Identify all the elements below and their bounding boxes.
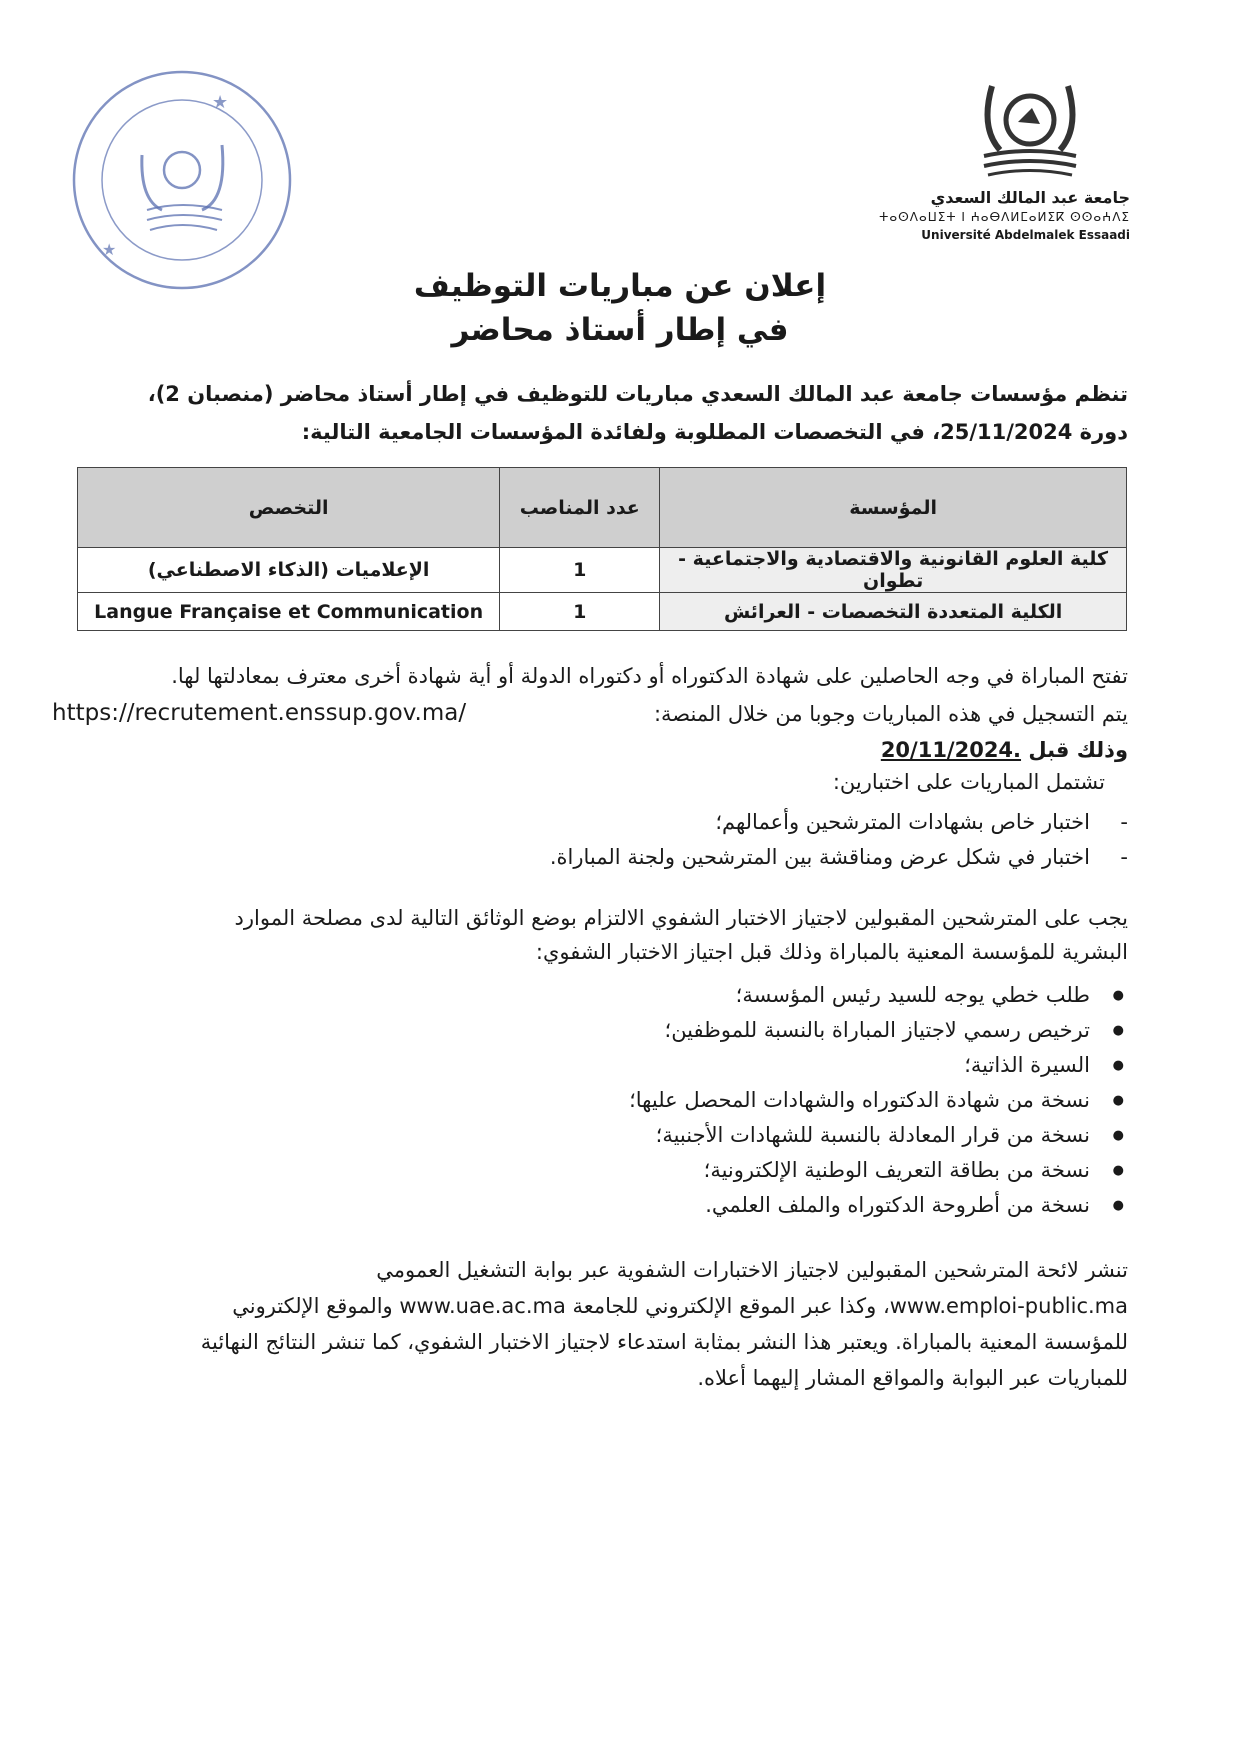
logo-arabic-name: جامعة عبد المالك السعدي	[930, 188, 1130, 207]
table-row	[78, 548, 1127, 593]
deadline-date: 20/11/2024.	[880, 738, 1022, 762]
exams-intro: تشتمل المباريات على اختبارين:	[832, 770, 1105, 794]
list-item: ● نسخة من أطروحة الدكتوراه والملف العلمي.	[629, 1188, 1128, 1223]
logo-tifinagh-name: ⵜⴰⵙⴷⴰⵡⵉⵜ ⵏ ⵄⴰⴱⴷⵍⵎⴰⵍⵉⴽ ⵙⵙⴰⵄⴷⵉ	[879, 210, 1130, 224]
list-item: - اختبار في شكل عرض ومناقشة بين المترشحين ولجنة المباراة.	[550, 840, 1128, 875]
row-institution: كلية العلوم القانونية والاقتصادية والاجتماعية - تطوان	[660, 548, 1127, 593]
documents-line-1: يجب على المترشحين المقبولين لاجتياز الاختبار الشفوي الالتزام بوضع الوثائق التالية لدى مصلحة الموارد	[234, 906, 1128, 930]
header-posts: عدد المناصب	[500, 468, 660, 548]
list-item: ● نسخة من قرار المعادلة بالنسبة للشهادات الأجنبية؛	[629, 1118, 1128, 1153]
list-item: ● السيرة الذاتية؛	[629, 1048, 1128, 1083]
header-institution: المؤسسة	[660, 468, 1127, 548]
results-line-1: تنشر لائحة المترشحين المقبولين لاجتياز الاختبارات الشفوية عبر بوابة التشغيل العمومي	[376, 1258, 1128, 1282]
page-subtitle: في إطار أستاذ محاضر	[451, 312, 789, 348]
table-header-row	[78, 468, 1127, 548]
list-item: ● ترخيص رسمي لاجتياز المباراة بالنسبة للموظفين؛	[629, 1013, 1128, 1048]
documents-list	[629, 978, 1128, 1223]
header-specialty: التخصص	[78, 468, 500, 548]
eligibility-line-1: تفتح المباراة في وجه الحاصلين على شهادة الدكتوراه أو دكتوراه الدولة أو أية شهادة أخرى معترف بمعادلتها لها.	[171, 664, 1128, 688]
exams-list	[550, 805, 1128, 875]
row-posts: 1	[500, 548, 660, 593]
results-line-3: للمؤسسة المعنية بالمباراة. ويعتبر هذا النشر بمثابة استدعاء لاجتياز الاختبار الشفوي، كما تنشر النتائج النهائية	[200, 1330, 1128, 1354]
results-line-2: www.emploi-public.ma، وكذا عبر الموقع الإلكتروني للجامعة www.uae.ac.ma والموقع الإلكتروني	[232, 1294, 1128, 1318]
table-row	[78, 593, 1127, 631]
row-specialty: Langue Française et Communication	[78, 593, 500, 631]
list-item: ● نسخة من شهادة الدكتوراه والشهادات المحصل عليها؛	[629, 1083, 1128, 1118]
results-line-4: للمباريات عبر البوابة والمواقع المشار إليهما أعلاه.	[697, 1366, 1128, 1390]
row-posts: 1	[500, 593, 660, 631]
svg-text:★: ★	[212, 92, 229, 113]
university-emblem-icon	[970, 78, 1090, 178]
eligibility-line-3	[881, 738, 1128, 762]
intro-line-1: تنظم مؤسسات جامعة عبد المالك السعدي مباريات للتوظيف في إطار أستاذ محاضر (منصبان 2)،	[147, 382, 1128, 406]
row-specialty: الإعلاميات (الذكاء الاصطناعي)	[78, 548, 500, 593]
svg-text:★: ★	[102, 240, 117, 259]
list-item: ● نسخة من بطاقة التعريف الوطنية الإلكترونية؛	[629, 1153, 1128, 1188]
page-title: إعلان عن مباريات التوظيف	[413, 268, 827, 304]
list-item: - اختبار خاص بشهادات المترشحين وأعمالهم؛	[550, 805, 1128, 840]
registration-link[interactable]: https://recrutement.enssup.gov.ma/	[52, 700, 467, 726]
documents-line-2: البشرية للمؤسسة المعنية بالمباراة وذلك قبل اجتياز الاختبار الشفوي:	[535, 940, 1128, 964]
deadline-prefix: وذلك قبل	[1028, 738, 1128, 762]
positions-table	[77, 467, 1127, 631]
row-institution: الكلية المتعددة التخصصات - العرائش	[660, 593, 1127, 631]
logo-french-name: Université Abdelmalek Essaadi	[921, 228, 1130, 242]
intro-line-2: دورة 25/11/2024، في التخصصات المطلوبة ولفائدة المؤسسات الجامعية التالية:	[301, 420, 1128, 444]
university-stamp	[62, 60, 302, 300]
university-logo	[879, 78, 1130, 248]
list-item: ● طلب خطي يوجه للسيد رئيس المؤسسة؛	[629, 978, 1128, 1013]
eligibility-line-2: يتم التسجيل في هذه المباريات وجوبا من خلال المنصة:	[653, 702, 1128, 726]
